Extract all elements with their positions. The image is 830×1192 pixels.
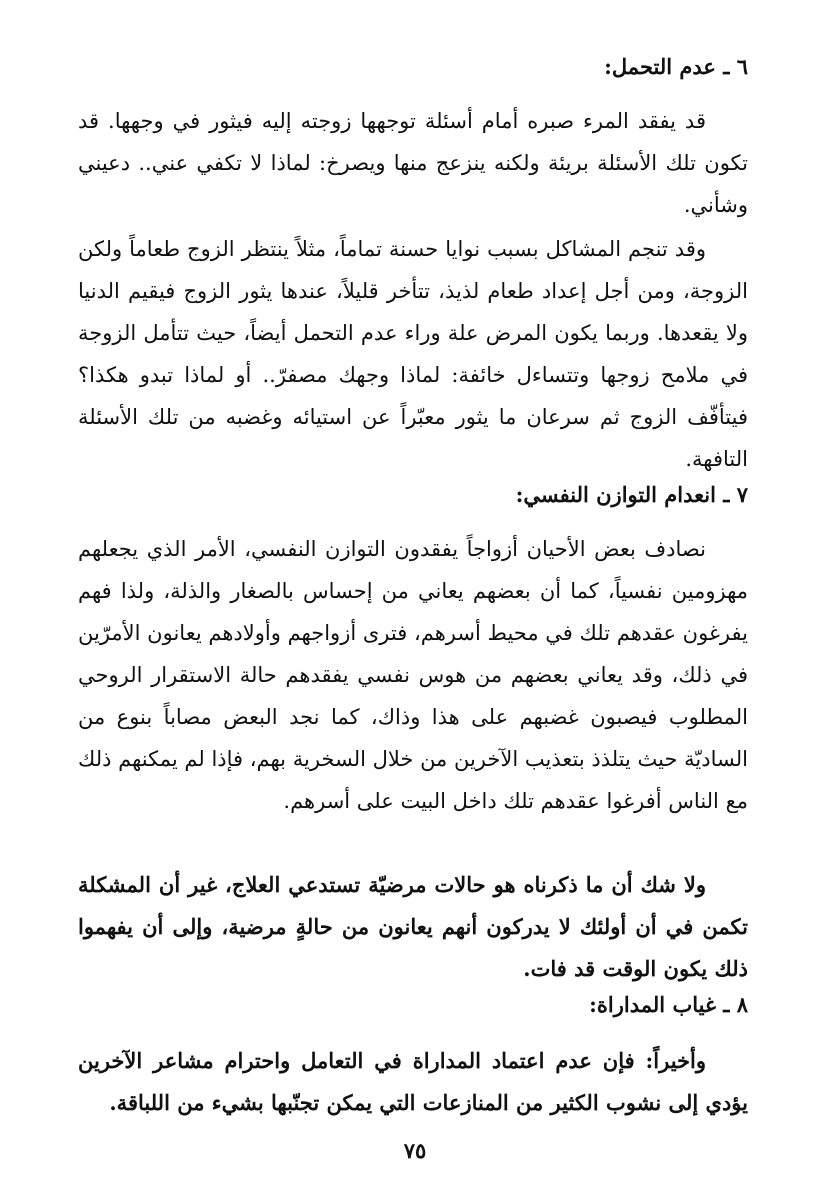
section-6-heading: ٦ ـ عدم التحمل: [604,54,748,79]
section-7-paragraph-1: نصادف بعض الأحيان أزواجاً يفقدون التوازن النفسي، الأمر الذي يجعلهم مهزومين نفسياً، كما أن بعضهم يعاني من إحساس بالصغار والذلة، ولذا فهم يفرغون عقدهم تلك في محيط أسرهم، فترى أزواجهم وأولادهم يعانون الأمرّين في ذلك، وقد يعاني بعضهم من هوس نفسي يفقدهم حالة الاستقرار الروحي المطلوب فيصبون غضبهم على هذا وذاك، كما نجد البعض مصاباً بنوع من الساديّة حيث يتلذذ بتعذيب الآخرين من خلال السخرية بهم، فإذا لم يمكنهم ذلك مع الناس أفرغوا عقدهم تلك داخل البيت على أسرهم. [78,537,748,813]
section-6-paragraph-2: وقد تنجم المشاكل بسبب نوايا حسنة تماماً، مثلاً ينتظر الزوج طعاماً ولكن الزوجة، ومن أجل إعداد طعام لذيذ، تتأخر قليلاً، عندها يثور الزوج فيقيم الدنيا ولا يقعدها. وربما يكون المرض علة وراء عدم التحمل أيضاً، حيث تتأمل الزوجة في ملامح زوجها وتتساءل خائفة: لماذا وجهك مصفرّ.. أو لماذا تبدو هكذا؟ فيتأفّف الزوج ثم سرعان ما يثور معبّراً عن استيائه وغضبه من تلك الأسئلة التافهة. [78,237,748,471]
section-7-heading: ٧ ـ انعدام التوازن النفسي: [515,482,748,507]
section-6-paragraph-1: قد يفقد المرء صبره أمام أسئلة توجهها زوجته إليه فيثور في وجهها. قد تكون تلك الأسئلة بريئة ولكنه ينزعج منها ويصرخ: لماذا لا تكفي عني.. دعيني وشأني. [78,109,748,217]
section-8-heading: ٨ ـ غياب المداراة: [589,992,748,1017]
section-7-paragraph-2: ولا شك أن ما ذكرناه هو حالات مرضيّة تستدعي العلاج، غير أن المشكلة تكمن في أن أولئك لا يدركون أنهم يعانون من حالةٍ مرضية، وإلى أن يفهموا ذلك يكون الوقت قد فات. [78,872,748,981]
page-number: ٧٥ [403,1138,427,1163]
section-8-paragraph-1: وأخيراً: فإن عدم اعتماد المداراة في التعامل واحترام مشاعر الآخرين يؤدي إلى نشوب الكثير من المنازعات التي يمكن تجنّبها بشيء من اللباقة. [78,1048,748,1115]
